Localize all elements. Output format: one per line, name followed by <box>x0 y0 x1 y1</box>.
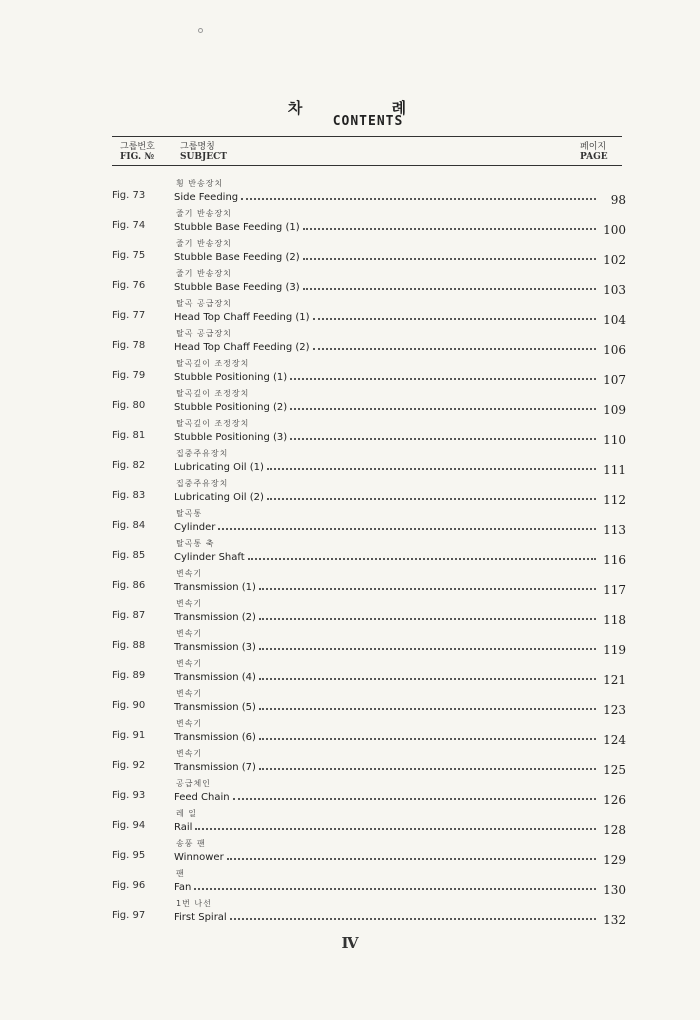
entry-subject: Head Top Chaff Feeding (1) <box>174 312 310 323</box>
entry-subject: First Spiral <box>174 912 227 923</box>
entry-subject: Stubble Base Feeding (2) <box>174 252 300 263</box>
entry-subject: Stubble Positioning (3) <box>174 432 288 443</box>
entry-subject-line <box>174 250 596 263</box>
entry-korean-subject: 횡 반송장치 <box>176 179 224 188</box>
entry-page-number: 103 <box>603 283 626 297</box>
entry-subject-line <box>174 190 596 203</box>
entry-subject: Feed Chain <box>174 792 230 803</box>
entry-page-number: 123 <box>603 703 626 717</box>
entry-subject-line <box>174 430 596 443</box>
entry-subject: Head Top Chaff Feeding (2) <box>174 342 310 353</box>
entry-subject-line <box>174 700 596 713</box>
entry-subject: Transmission (5) <box>174 702 256 713</box>
entry-fig-number: Fig. 83 <box>112 490 146 501</box>
contents-entry <box>0 268 700 298</box>
entry-page-number: 132 <box>603 913 626 927</box>
dot-leader <box>313 348 596 350</box>
title-korean: 차 례 <box>287 99 449 117</box>
dot-leader <box>259 588 596 590</box>
contents-entry <box>0 748 700 778</box>
entry-korean-subject: 탈곡깊이 조정장치 <box>176 389 250 398</box>
entry-subject-line <box>174 760 596 773</box>
contents-entry <box>0 328 700 358</box>
entry-korean-subject: 집중주유장치 <box>176 449 229 458</box>
contents-entry <box>0 868 700 898</box>
dot-leader <box>290 378 596 380</box>
entry-subject: Transmission (1) <box>174 582 256 593</box>
dot-leader <box>194 888 596 890</box>
entry-subject-line <box>174 400 596 413</box>
contents-entry <box>0 628 700 658</box>
entry-page-number: 119 <box>603 643 626 657</box>
entry-subject: Transmission (6) <box>174 732 256 743</box>
entry-page-number: 117 <box>603 583 626 597</box>
title-english: CONTENTS <box>332 114 404 129</box>
entry-subject-line <box>174 280 596 293</box>
dot-leader <box>195 828 596 830</box>
entry-subject-line <box>174 880 596 893</box>
entry-fig-number: Fig. 96 <box>112 880 146 891</box>
entry-korean-subject: 집중주유장치 <box>176 479 229 488</box>
dot-leader <box>303 228 596 230</box>
dot-leader <box>313 318 596 320</box>
entry-page-number: 116 <box>603 553 626 567</box>
paper-speck <box>198 28 203 33</box>
entry-korean-subject: 변속기 <box>176 629 203 638</box>
entry-subject-line <box>174 670 596 683</box>
entry-subject: Stubble Positioning (1) <box>174 372 288 383</box>
entry-korean-subject: 줄기 반송장치 <box>176 209 232 218</box>
col-fig-english: FIG. № <box>120 152 155 162</box>
entry-subject: Stubble Base Feeding (3) <box>174 282 300 293</box>
entry-subject-line <box>174 850 596 863</box>
entry-subject-line <box>174 790 596 803</box>
entry-page-number: 106 <box>603 343 626 357</box>
entry-korean-subject: 레 일 <box>176 809 197 818</box>
entry-page-number: 128 <box>603 823 626 837</box>
entry-korean-subject: 송풍 팬 <box>176 839 206 848</box>
entry-korean-subject: 1번 나선 <box>176 899 212 908</box>
contents-entry <box>0 898 700 928</box>
entry-subject: Winnower <box>174 852 224 863</box>
contents-entry <box>0 808 700 838</box>
entry-korean-subject: 변속기 <box>176 569 203 578</box>
entry-subject: Stubble Positioning (2) <box>174 402 288 413</box>
entry-subject: Transmission (7) <box>174 762 256 773</box>
contents-entry <box>0 568 700 598</box>
header-bottom-rule <box>112 165 622 166</box>
entry-korean-subject: 팬 <box>176 869 185 878</box>
entry-fig-number: Fig. 79 <box>112 370 146 381</box>
entry-page-number: 102 <box>603 253 626 267</box>
entry-fig-number: Fig. 75 <box>112 250 146 261</box>
col-page-korean: 페이지 <box>580 142 607 152</box>
dot-leader <box>259 648 596 650</box>
col-subject-korean: 그룹명칭 <box>180 142 215 152</box>
contents-entry <box>0 418 700 448</box>
contents-entry <box>0 298 700 328</box>
contents-entry <box>0 208 700 238</box>
dot-leader <box>241 198 596 200</box>
entry-page-number: 110 <box>603 433 626 447</box>
entry-fig-number: Fig. 80 <box>112 400 146 411</box>
entry-subject-line <box>174 460 596 473</box>
entry-page-number: 113 <box>603 523 626 537</box>
entry-subject-line <box>174 580 596 593</box>
contents-entry <box>0 688 700 718</box>
entry-page-number: 107 <box>603 373 626 387</box>
entry-page-number: 111 <box>603 463 626 477</box>
entry-subject-line <box>174 640 596 653</box>
entry-subject: Lubricating Oil (1) <box>174 462 264 473</box>
entry-page-number: 118 <box>603 613 626 627</box>
entry-korean-subject: 변속기 <box>176 749 203 758</box>
entry-fig-number: Fig. 89 <box>112 670 146 681</box>
entry-subject: Transmission (2) <box>174 612 256 623</box>
entry-korean-subject: 변속기 <box>176 719 203 728</box>
entry-korean-subject: 탈곡통 <box>176 509 203 518</box>
entry-subject-line <box>174 730 596 743</box>
entry-page-number: 104 <box>603 313 626 327</box>
entry-page-number: 124 <box>603 733 626 747</box>
entry-page-number: 100 <box>603 223 626 237</box>
entry-page-number: 112 <box>603 493 626 507</box>
entry-subject-line <box>174 910 596 923</box>
dot-leader <box>259 768 596 770</box>
entry-fig-number: Fig. 95 <box>112 850 146 861</box>
contents-entry <box>0 448 700 478</box>
entry-subject: Cylinder Shaft <box>174 552 245 563</box>
entry-subject-line <box>174 490 596 503</box>
dot-leader <box>259 678 596 680</box>
entry-subject: Fan <box>174 882 192 893</box>
contents-entry <box>0 538 700 568</box>
col-subject-english: SUBJECT <box>180 152 227 162</box>
entry-fig-number: Fig. 86 <box>112 580 146 591</box>
dot-leader <box>267 498 596 500</box>
entry-page-number: 121 <box>603 673 626 687</box>
entry-subject: Side Feeding <box>174 192 239 203</box>
entry-subject: Stubble Base Feeding (1) <box>174 222 300 233</box>
entry-fig-number: Fig. 90 <box>112 700 146 711</box>
dot-leader <box>290 408 596 410</box>
dot-leader <box>248 558 596 560</box>
dot-leader <box>303 258 596 260</box>
contents-entry <box>0 238 700 268</box>
entry-subject: Lubricating Oil (2) <box>174 492 264 503</box>
col-fig-korean: 그룹번호 <box>120 142 155 152</box>
dot-leader <box>303 288 596 290</box>
dot-leader <box>259 618 596 620</box>
contents-entry <box>0 658 700 688</box>
entry-fig-number: Fig. 97 <box>112 910 146 921</box>
entry-korean-subject: 변속기 <box>176 659 203 668</box>
entry-subject-line <box>174 340 596 353</box>
entry-korean-subject: 줄기 반송장치 <box>176 269 232 278</box>
entry-korean-subject: 탈곡 공급장치 <box>176 299 232 308</box>
col-page-english: PAGE <box>580 152 608 162</box>
entry-fig-number: Fig. 77 <box>112 310 146 321</box>
contents-entry <box>0 778 700 808</box>
entry-korean-subject: 탈곡깊이 조정장치 <box>176 419 250 428</box>
entry-subject-line <box>174 370 596 383</box>
entry-fig-number: Fig. 87 <box>112 610 146 621</box>
entry-subject-line <box>174 520 596 533</box>
dot-leader <box>227 858 596 860</box>
entry-fig-number: Fig. 78 <box>112 340 146 351</box>
entry-fig-number: Fig. 84 <box>112 520 146 531</box>
entry-korean-subject: 변속기 <box>176 599 203 608</box>
entry-korean-subject: 탈곡통 축 <box>176 539 215 548</box>
dot-leader <box>230 918 596 920</box>
contents-entry <box>0 598 700 628</box>
contents-entry <box>0 388 700 418</box>
dot-leader <box>259 738 596 740</box>
contents-entry <box>0 718 700 748</box>
entry-page-number: 129 <box>603 853 626 867</box>
entry-fig-number: Fig. 82 <box>112 460 146 471</box>
dot-leader <box>218 528 596 530</box>
entry-subject-line <box>174 610 596 623</box>
entry-fig-number: Fig. 81 <box>112 430 146 441</box>
header-top-rule <box>112 136 622 137</box>
entry-subject-line <box>174 550 596 563</box>
entry-korean-subject: 탈곡깊이 조정장치 <box>176 359 250 368</box>
entry-fig-number: Fig. 93 <box>112 790 146 801</box>
entry-korean-subject: 줄기 반송장치 <box>176 239 232 248</box>
dot-leader <box>259 708 596 710</box>
entry-fig-number: Fig. 74 <box>112 220 146 231</box>
entry-korean-subject: 변속기 <box>176 689 203 698</box>
entry-korean-subject: 공급체인 <box>176 779 211 788</box>
dot-leader <box>290 438 596 440</box>
entry-fig-number: Fig. 88 <box>112 640 146 651</box>
contents-entry <box>0 838 700 868</box>
entry-page-number: 130 <box>603 883 626 897</box>
entry-subject: Transmission (4) <box>174 672 256 683</box>
entry-subject-line <box>174 220 596 233</box>
entry-subject: Cylinder <box>174 522 216 533</box>
contents-entry <box>0 178 700 208</box>
contents-list <box>0 178 700 928</box>
entry-subject: Transmission (3) <box>174 642 256 653</box>
entry-fig-number: Fig. 76 <box>112 280 146 291</box>
entry-subject-line <box>174 310 596 323</box>
entry-page-number: 98 <box>610 193 626 207</box>
entry-fig-number: Fig. 85 <box>112 550 146 561</box>
dot-leader <box>233 798 596 800</box>
page-folio: Ⅳ <box>341 934 359 952</box>
entry-subject: Rail <box>174 822 193 833</box>
entry-fig-number: Fig. 73 <box>112 190 146 201</box>
entry-page-number: 126 <box>603 793 626 807</box>
entry-page-number: 109 <box>603 403 626 417</box>
contents-entry <box>0 358 700 388</box>
entry-korean-subject: 탈곡 공급장치 <box>176 329 232 338</box>
entry-fig-number: Fig. 91 <box>112 730 146 741</box>
contents-entry <box>0 508 700 538</box>
entry-fig-number: Fig. 92 <box>112 760 146 771</box>
dot-leader <box>267 468 596 470</box>
entry-page-number: 125 <box>603 763 626 777</box>
entry-fig-number: Fig. 94 <box>112 820 146 831</box>
contents-entry <box>0 478 700 508</box>
entry-subject-line <box>174 820 596 833</box>
